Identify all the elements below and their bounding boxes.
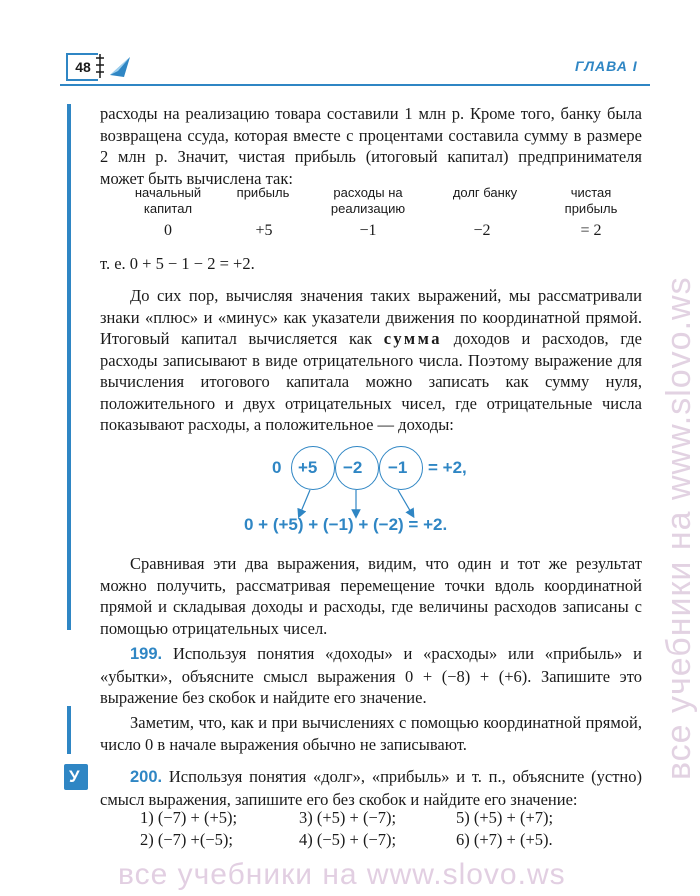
table-header: прибыль <box>236 185 290 200</box>
margin-bar <box>67 706 71 754</box>
diagram-term: −2 <box>343 458 363 477</box>
exercise-item: 6) (+7) + (+5). <box>456 830 553 849</box>
exercise-item: 2) (−7) +(−5); <box>140 830 233 849</box>
table-header: расходы на реализацию <box>330 185 406 216</box>
paragraph-3: Сравнивая эти два выражения, видим, что один и тот же результат можно получить, рассматривая перемещение точки вдоль координатной прямой и складывая доходы и расходы, где величины расходов записаны с помощью отрицательных чисел. <box>100 554 642 638</box>
table-value: −2 <box>473 222 491 239</box>
exercise-200: 200. Используя понятия «долг», «прибыль» и т. п., объясните (устно) смысл выражения, запишите его без скобок и найдите его значение: <box>100 767 642 809</box>
exercise-item: 4) (−5) + (−7); <box>299 830 397 849</box>
note-paragraph: Заметим, что, как и при вычислениях с помощью координатной прямой, число 0 в начале выражения обычно не записывают. <box>100 713 642 754</box>
margin-bar <box>67 104 71 630</box>
exercise-199: 199. Используя понятия «доходы» и «расходы» или «прибыль» и «убытки», объясните смысл выражения 0 + (−8) + (+6). Запишите это выражение без скобок и найдите его значение. <box>100 644 643 707</box>
table-header: чистая прибыль <box>564 185 618 216</box>
table-header: начальный капитал <box>134 185 202 216</box>
table-value: +5 <box>255 222 273 239</box>
notebook-spiral-icon <box>96 51 136 81</box>
exercise-item: 3) (+5) + (−7); <box>299 808 397 827</box>
calculation-line: т. е. 0 + 5 − 1 − 2 = +2. <box>100 254 255 273</box>
exercise-item: 1) (−7) + (+5); <box>140 808 238 827</box>
header-rule <box>60 48 650 86</box>
watermark-bottom: все учебники на www.slovo.ws <box>118 858 566 891</box>
chapter-title: ГЛАВА I <box>575 58 638 74</box>
diagram-term: = +2, <box>428 458 467 477</box>
table-value: −1 <box>359 222 377 239</box>
diagram-term: +5 <box>298 458 318 477</box>
paragraph-1: расходы на реализацию товара составили 1 млн р. Кроме того, банку была возвращена ссуда, которая вместе с процентами составила сумму в размере 2 млн р. Значит, чистая прибыль (итоговый капитал) предпринимателя может быть вычислена так: <box>100 104 642 188</box>
watermark-vertical: все учебники на www.slovo.ws <box>660 276 698 780</box>
paragraph-2: До сих пор, вычисляя значения таких выражений, мы рассматривали знаки «плюс» и «минус» как указатели движения по координатной прямой. Итоговый капитал вычисляется как сумма доходов и расходов, где расходы записывают в виде отрицательного числа. Поэтому выражение для вычисления итогового капитала можно записать как сумму нуля, положительного и двух отрицательных чисел, где отрицательные числа показывают расходы, а положительное — доходы: <box>100 286 642 434</box>
exercise-item: 5) (+5) + (+7); <box>456 808 554 827</box>
diagram-term: 0 <box>272 458 282 477</box>
table-value: 0 <box>164 222 172 239</box>
table-header: долг банку <box>452 185 518 200</box>
oral-task-icon: У <box>64 764 88 790</box>
diagram-sum: 0 + (+5) + (−1) + (−2) = +2. <box>244 515 448 534</box>
diagram-term: −1 <box>388 458 408 477</box>
table-value: = 2 <box>580 222 602 239</box>
page-number: 48 <box>66 53 98 81</box>
